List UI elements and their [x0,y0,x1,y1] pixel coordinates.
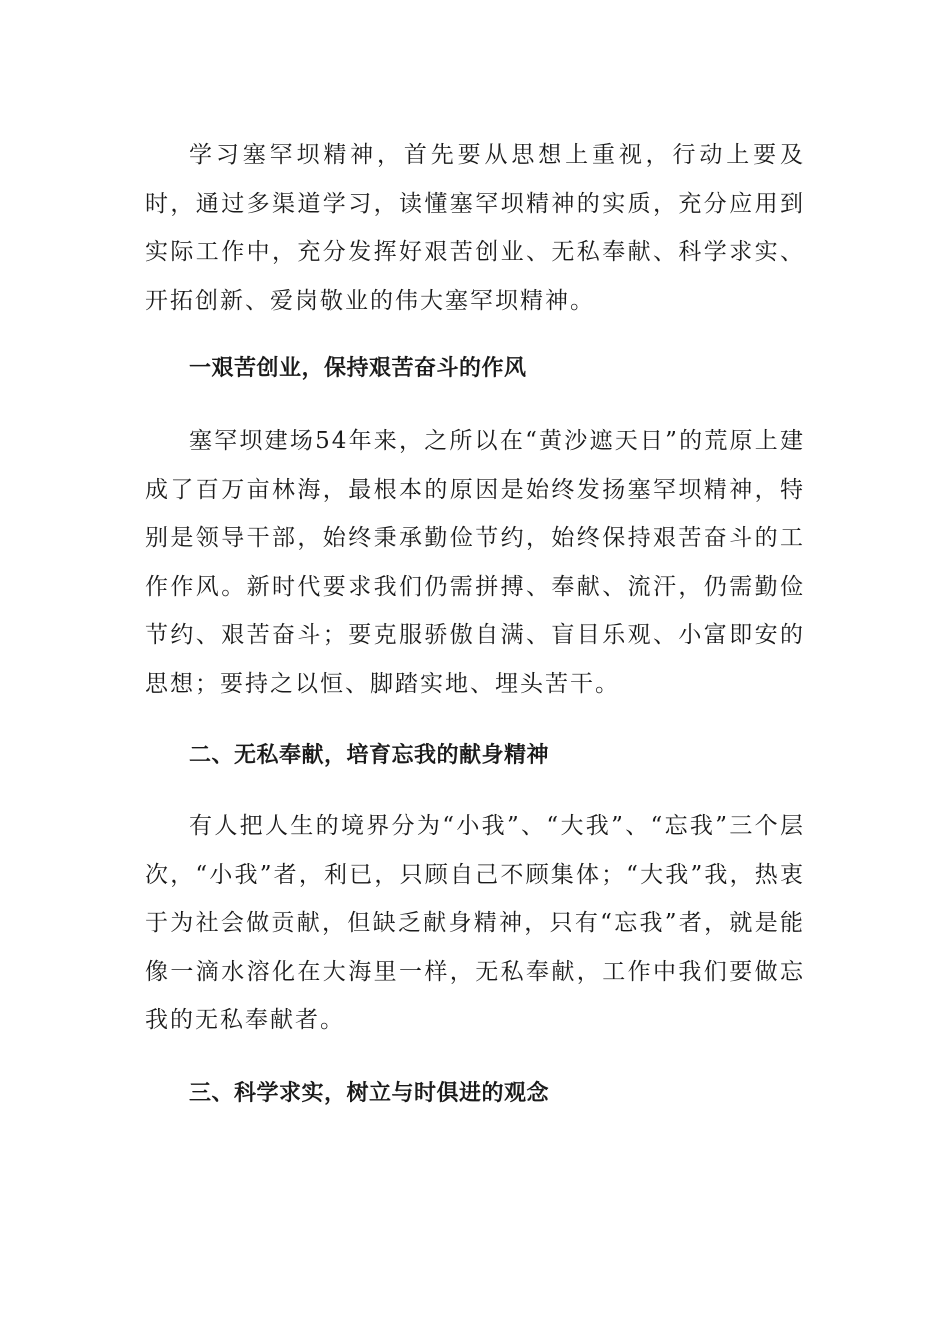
section-3-heading: 三、科学求实，树立与时俱进的观念 [189,1081,550,1106]
intro-paragraph: 学习塞罕坝精神，首先要从思想上重视，行动上要及时，通过多渠道学习，读懂塞罕坝精神的实质，充分应用到实际工作中，充分发挥好艰苦创业、无私奉献、科学求实、开拓创新、爱岗敬业的伟大塞罕坝精神。 [145,142,805,314]
section-2-heading: 二、无私奉献，培育忘我的献身精神 [189,743,550,768]
section-2-paragraph: 有人把人生的境界分为“小我”、“大我”、“忘我”三个层次，“小我”者，利已，只顾自己不顾集体；“大我”我，热衷于为社会做贡献，但缺乏献身精神，只有“忘我”者，就是能像一滴水溶化在大海里一样，无私奉献，工作中我们要做忘我的无私奉献者。 [145,813,805,1033]
section-1-paragraph: 塞罕坝建场54年来，之所以在“黄沙遮天日”的荒原上建成了百万亩林海，最根本的原因是始终发扬塞罕坝精神，特别是领导干部，始终秉承勤俭节约，始终保持艰苦奋斗的工作作风。新时代要求我们仍需拼搏、奉献、流汗，仍需勤俭节约、艰苦奋斗；要克服骄傲自满、盲目乐观、小富即安的思想；要持之以恒、脚踏实地、埋头苦干。 [145,428,805,697]
section-1-heading: 一艰苦创业，保持艰苦奋斗的作风 [189,356,527,381]
